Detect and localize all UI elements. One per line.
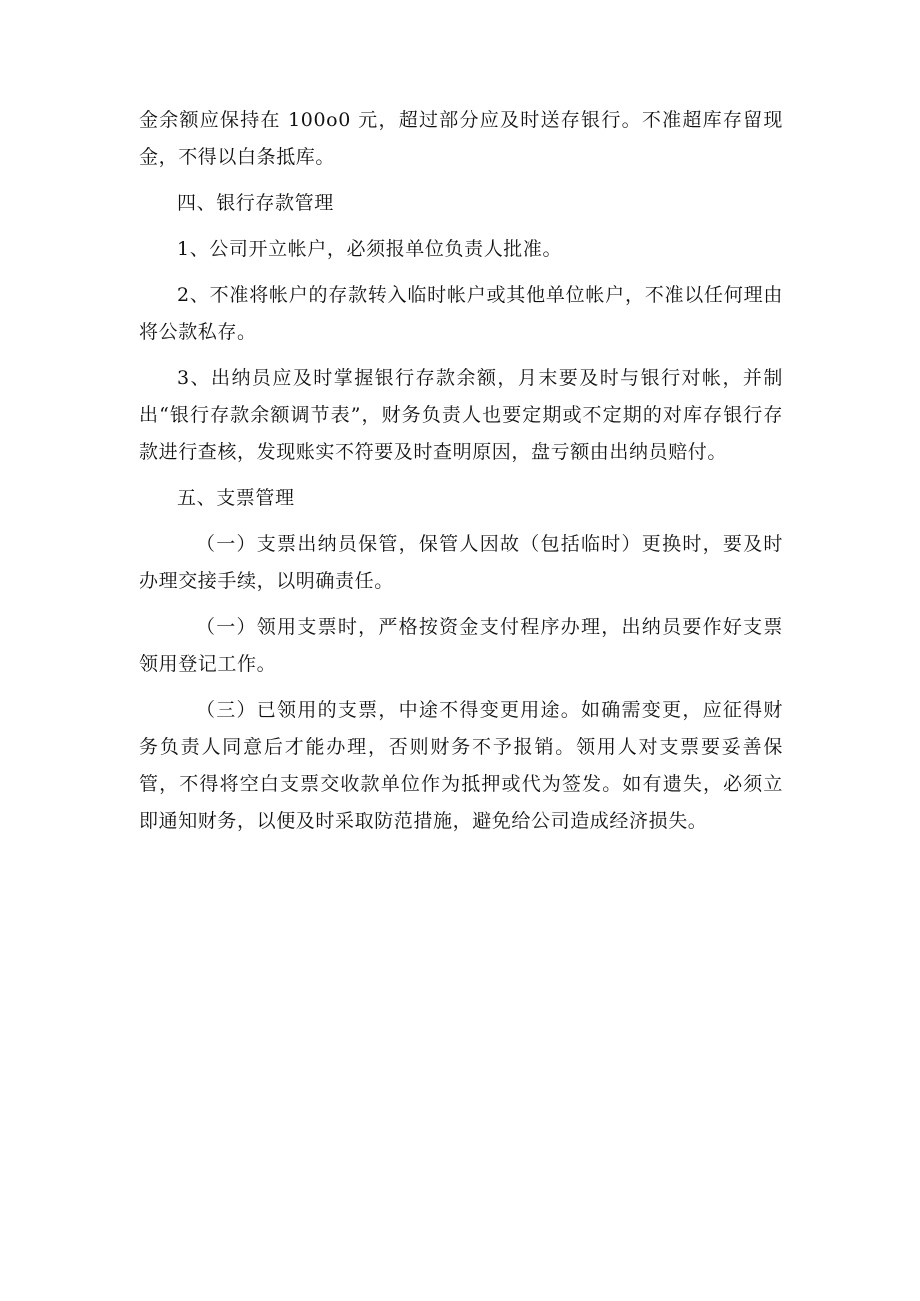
paragraph-check-custody: （一）支票出纳员保管，保管人因故（包括临时）更换时，要及时办理交接手续，以明确责任。 — [139, 533, 783, 592]
heading-bank-deposit-management: 四、银行存款管理 — [177, 192, 334, 214]
paragraph-open-account: 1、公司开立帐户，必须报单位负责人批准。 — [177, 238, 563, 260]
paragraph-check-requisition: （一）领用支票时，严格按资金支付程序办理，出纳员要作好支票领用登记工作。 — [139, 616, 783, 675]
paragraph-no-transfer: 2、不准将帐户的存款转入临时帐户或其他单位帐户，不准以任何理由将公款私存。 — [139, 284, 783, 343]
document-body — [139, 102, 783, 840]
paragraph-cash-balance-continuation: 金余额应保持在 100o0 元，超过部分应及时送存银行。不准超库存留现金，不得以白条抵库。 — [139, 109, 783, 168]
heading-check-management: 五、支票管理 — [177, 487, 295, 509]
paragraph-reconciliation: 3、出纳员应及时掌握银行存款余额，月末要及时与银行对帐，并制出“银行存款余额调节表”，财务负责人也要定期或不定期的对库存银行存款进行查核，发现账实不符要及时查明原因，盘亏额由出纳员赔付。 — [139, 367, 783, 463]
paragraph-check-usage: （三）已领用的支票，中途不得变更用途。如确需变更，应征得财务负责人同意后才能办理，否则财务不予报销。领用人对支票要妥善保管，不得将空白支票交收款单位作为抵押或代为签发。如有遗失，必须立即通知财务，以便及时采取防范措施，避免给公司造成经济损失。 — [139, 699, 783, 832]
